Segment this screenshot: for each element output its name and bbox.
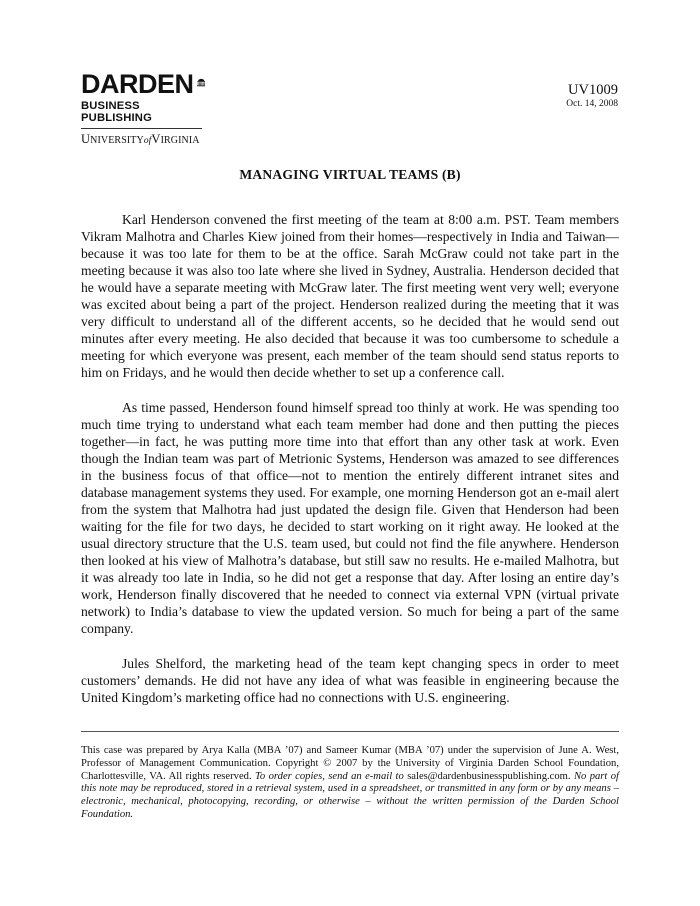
darden-logo bbox=[81, 70, 205, 148]
document-body bbox=[81, 211, 619, 724]
body-paragraph: As time passed, Henderson found himself spread too thinly at work. He was spending too much time trying to understand what each team member had done and then putting the pieces together—in fact, he was putting more time into that effort than any other task at work. Even though the Indian team was part of Metrionic Systems, Henderson was amazed to see differences in the business focus of that office—not to mention the entirely different intranet sites and database management systems they used. For example, one morning Henderson got an e-mail alert from the system that Malhotra had just updated the design file. Given that Henderson had been waiting for the file for two days, he decided to start working on it right away. He looked at the usual directory structure that the U.S. team used, but could not find the file anywhere. Henderson then looked at his view of Malhotra’s database, but still saw no results. He e-mailed Malhotra, but it was already too late in India, so he did not get a response that day. After losing an entire day’s work, Henderson finally discovered that he needed to connect via external VPN (virtual private network) to India’s database to view the updated version. So much for being a part of the same company. bbox=[81, 400, 619, 636]
case-date: Oct. 14, 2008 bbox=[566, 99, 618, 109]
logo-business-publishing: BUSINESS PUBLISHING bbox=[81, 100, 152, 124]
case-number-block bbox=[566, 82, 618, 110]
document-title: MANAGING VIRTUAL TEAMS (B) bbox=[239, 167, 461, 182]
footnote-rights-text: No part of this note may be reproduced, stored in a retrieval system, used in a spreadsheet, or transmitted in any form or by any means – electronic, mechanical, photocopying, recording, or otherwise – without the written permission of the Darden School Foundation. bbox=[81, 770, 620, 820]
body-paragraph: Karl Henderson convened the first meeting of the team at 8:00 a.m. PST. Team members Vikram Malhotra and Charles Kiew joined from their homes—respectively in India and Taiwan—because it was too late for them to be at the office. Sarah McGraw could not take part in the meeting because it was also too late where she lived in Sydney, Australia. Henderson decided that he would have a separate meeting with McGraw later. The first meeting went very well; everyone was excited about being a part of the project. Henderson realized during the meeting that it was very difficult to understand all of the different accents, so he decided that he would send out minutes after every meeting. He also decided that because it was too cumbersome to schedule a meeting for which everyone was present, each member of the team should send status reports to him on Fridays, and he would then decide whether to set up a conference call. bbox=[81, 212, 619, 380]
footnote-credits: This case was prepared by Arya Kalla (MBA ’07) and Sameer Kumar (MBA ’07) under the supervision of June A. West, Professor of Management Communication. Copyright © 2007 by the University of Virginia Darden School Foundation, Charlottesville, VA. All rights reserved. bbox=[81, 745, 619, 782]
case-code: UV1009 bbox=[568, 82, 618, 98]
logo-university-of-virginia: UNIVERSITYofVIRGINIA bbox=[81, 132, 200, 146]
footnote-divider bbox=[81, 731, 619, 732]
footnote-email: sales@dardenbusinesspublishing.com. bbox=[407, 770, 571, 782]
body-paragraph: Jules Shelford, the marketing head of the team kept changing specs in order to meet customers’ demands. He did not have any idea of what was feasible in engineering because the United Kingdom’s marketing office had no connections with U.S. engineering. bbox=[81, 656, 619, 705]
logo-divider bbox=[81, 128, 202, 129]
footnote-order-text: To order copies, send an e-mail to bbox=[255, 770, 404, 782]
logo-darden-wordmark: DARDEN bbox=[81, 69, 194, 99]
rotunda-building-icon bbox=[197, 70, 205, 95]
footnote bbox=[81, 745, 619, 822]
